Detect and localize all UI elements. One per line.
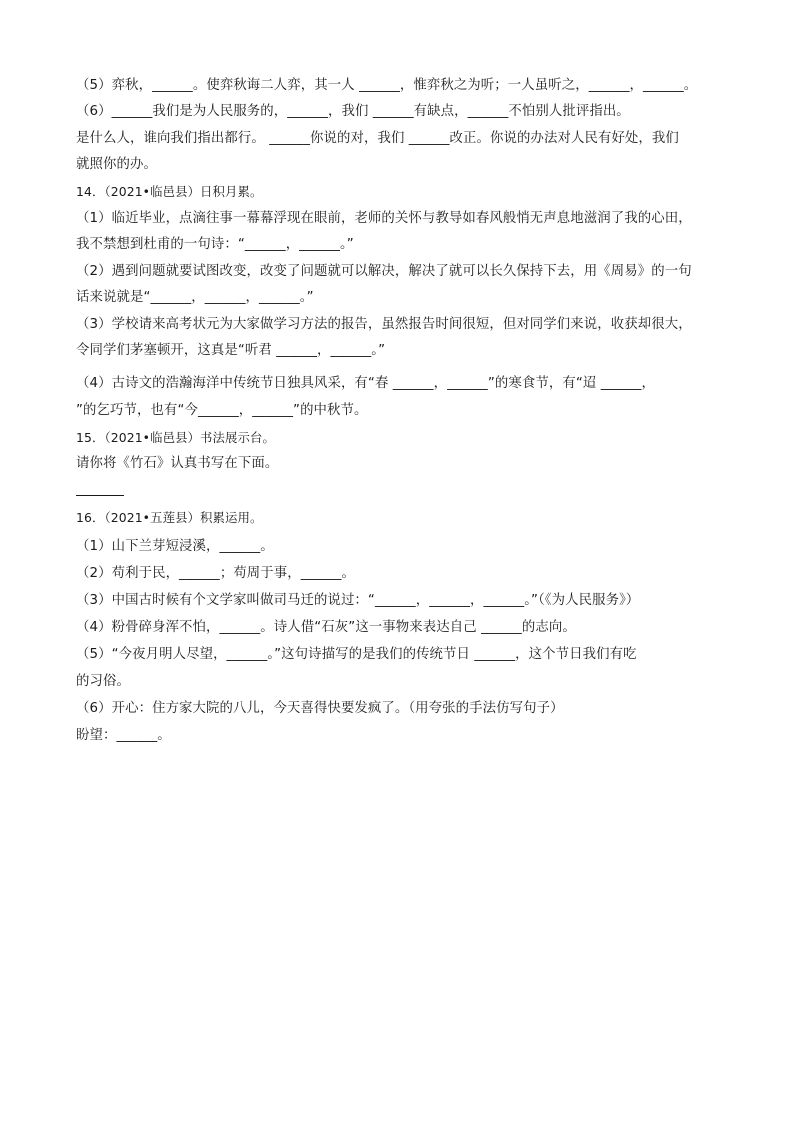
q13-item-6-line-2: 是什么人，谁向我们指出都行。 ______你说的对，我们 ______改正。你说的办法对人民有好处，我们	[76, 131, 679, 146]
q15-instruction: 请你将《竹石》认真书写在下面。	[76, 456, 279, 471]
q16-item-5-line-1: （5）“今夜月明人尽望，______。”这句诗描写的是我们的传统节日 ______，这个节日我们有吃	[76, 647, 637, 662]
q14-item-2-line-2: 话来说就是“______，______，______。”	[76, 290, 314, 305]
q16-item-1: （1）山下兰芽短浸溪，______。	[76, 539, 274, 554]
q16-item-6-line-2: 盼望：______。	[76, 728, 171, 743]
q16-item-2: （2）苟利于民，______；苟周于事，______。	[76, 566, 356, 581]
q16-item-5-line-2: 的习俗。	[76, 674, 130, 689]
q14-heading: 14．（2021•临邑县）日积月累。	[76, 184, 263, 199]
q13-item-6-line-1: （6）______我们是为人民服务的，______，我们 ______有缺点，______不怕别人批评指出。	[76, 104, 630, 119]
q13-item-5-line: （5）弈秋，______。使弈秋诲二人弈，其一人 ______，惟弈秋之为听；一人虽听之，______，______。	[76, 78, 698, 93]
q14-item-3-line-2: 令同学们茅塞顿开，这真是“听君 ______，______。”	[76, 343, 386, 358]
q14-item-4-line-2: ”的乞巧节，也有“今______，______”的中秋节。	[76, 403, 368, 418]
q16-item-6-line-1: （6）开心：住方家大院的八儿，今天喜得快要发疯了。（用夸张的手法仿写句子）	[76, 701, 564, 716]
q14-item-1-line-2: 我不禁想到杜甫的一句诗：“______，______。”	[76, 237, 354, 252]
q14-item-3-line-1: （3）学校请来高考状元为大家做学习方法的报告，虽然报告时间很短，但对同学们来说，收获却很大，	[76, 317, 692, 332]
q14-item-2-line-1: （2）遇到问题就要试图改变，改变了问题就可以解决，解决了就可以长久保持下去，用《周易》的一句	[76, 264, 692, 279]
q14-item-1-line-1: （1）临近毕业，点滴往事一幕幕浮现在眼前，老师的关怀与教导如春风般悄无声息地滋润了我的心田，	[76, 211, 692, 226]
q13-item-6-line-3: 就照你的办。	[76, 157, 157, 172]
q15-heading: 15．（2021•临邑县）书法展示台。	[76, 430, 275, 445]
q15-answer-blank	[76, 495, 124, 496]
q16-item-3: （3）中国古时候有个文学家叫做司马迁的说过：“______，______，______。”（《为人民服务》）	[76, 593, 640, 608]
q14-item-4-line-1: （4）古诗文的浩瀚海洋中传统节日独具风采，有“春 ______，______”的寒食节，有“迢 ______，	[76, 376, 655, 391]
q16-item-4: （4）粉骨碎身浑不怕，______。诗人借“石灰”这一事物来表达自己 ______的志向。	[76, 620, 576, 635]
q16-heading: 16．（2021•五莲县）积累运用。	[76, 510, 263, 525]
